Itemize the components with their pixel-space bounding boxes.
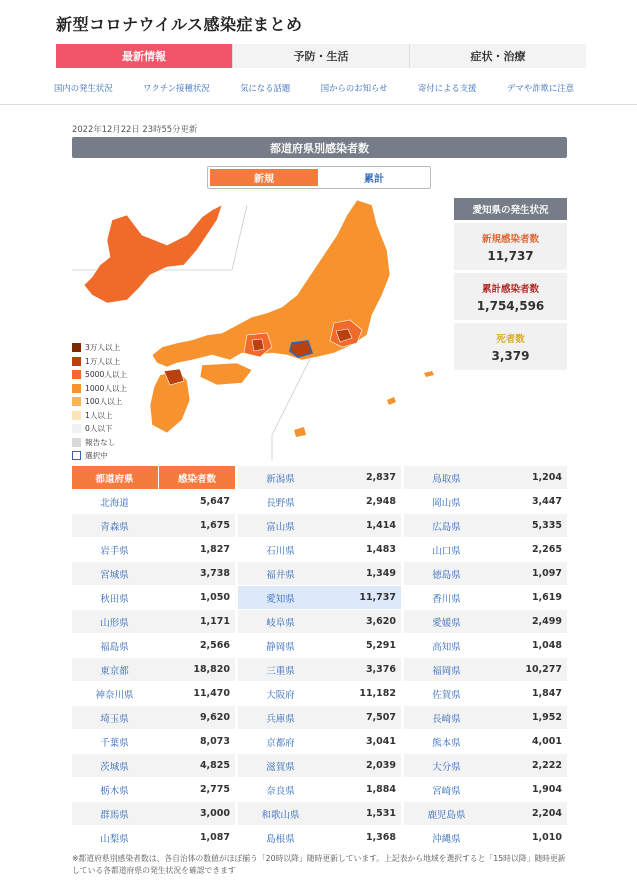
table-row[interactable] (404, 682, 567, 706)
legend-item: 選択中 (72, 449, 127, 463)
table-row[interactable] (72, 490, 235, 514)
table-row[interactable] (72, 538, 235, 562)
table-row[interactable] (238, 730, 401, 754)
table-row[interactable] (404, 514, 567, 538)
table-row[interactable] (238, 466, 401, 490)
case-count: 7,507 (365, 712, 396, 723)
legend-swatch (72, 397, 81, 406)
prefecture-name[interactable]: 宮崎県 (432, 785, 461, 797)
legend-item: 1人以上 (72, 409, 127, 423)
case-count: 1,010 (531, 832, 562, 843)
case-count: 2,499 (531, 616, 562, 627)
map-legend (72, 341, 127, 463)
table-row[interactable] (72, 514, 235, 538)
table-row[interactable] (404, 538, 567, 562)
table-row[interactable] (404, 778, 567, 802)
toggle-total-button[interactable]: 累計 (364, 174, 384, 185)
prefecture-name[interactable]: 愛知県 (266, 593, 295, 605)
legend-swatch (72, 384, 81, 393)
table-row[interactable] (404, 706, 567, 730)
prefecture-name[interactable]: 福岡県 (432, 665, 461, 677)
table-row[interactable] (72, 730, 235, 754)
table-row[interactable] (238, 514, 401, 538)
prefecture-name[interactable]: 神奈川県 (95, 689, 134, 701)
map-shikoku[interactable] (200, 363, 252, 385)
tab-latest[interactable]: 最新情報 (56, 44, 233, 68)
sub-navigation (54, 82, 574, 94)
case-count: 10,277 (525, 664, 562, 675)
case-count: 1,368 (365, 832, 396, 843)
table-header-row (72, 466, 235, 490)
count-mode-toggle (207, 166, 431, 189)
prefecture-name[interactable]: 千葉県 (100, 737, 129, 749)
table-column-2 (238, 466, 401, 850)
case-count: 1,531 (365, 808, 396, 819)
case-count: 1,087 (199, 832, 230, 843)
prefecture-name[interactable]: 秋田県 (100, 593, 129, 605)
prefecture-name[interactable]: 滋賀県 (266, 761, 295, 773)
case-count: 1,097 (531, 568, 562, 579)
table-row[interactable] (72, 754, 235, 778)
case-count: 1,619 (531, 592, 562, 603)
prefecture-name[interactable]: 島根県 (266, 833, 295, 845)
subnav-domestic[interactable]: 国内の発生状況 (54, 83, 113, 93)
prefecture-name[interactable]: 岐阜県 (266, 617, 295, 629)
prefecture-name[interactable]: 山梨県 (100, 833, 129, 845)
page-title: 新型コロナウイルス感染症まとめ (56, 15, 303, 34)
prefecture-name[interactable]: 埼玉県 (100, 713, 129, 725)
prefecture-name[interactable]: 岡山県 (432, 497, 461, 509)
table-row[interactable] (72, 634, 235, 658)
case-count: 2,204 (531, 808, 562, 819)
case-count: 1,884 (365, 784, 396, 795)
prefecture-status-panel (454, 198, 567, 370)
table-row[interactable] (238, 490, 401, 514)
legend-item: 0人以下 (72, 422, 127, 436)
table-row[interactable] (238, 610, 401, 634)
case-count: 3,447 (531, 496, 562, 507)
prefecture-name[interactable]: 東京都 (100, 665, 129, 677)
subnav-vaccine[interactable]: ワクチン接種状況 (143, 83, 210, 93)
legend-swatch (72, 370, 81, 379)
table-row[interactable] (404, 730, 567, 754)
case-count: 5,291 (365, 640, 396, 651)
legend-item: 報告なし (72, 436, 127, 450)
tab-prevention[interactable]: 予防・生活 (233, 44, 410, 68)
prefecture-name[interactable]: 長野県 (266, 497, 295, 509)
map-okinawa-island[interactable] (424, 371, 434, 377)
case-count: 5,647 (199, 496, 230, 507)
table-row[interactable] (404, 802, 567, 826)
case-count: 2,566 (199, 640, 230, 651)
table-row[interactable] (404, 466, 567, 490)
legend-swatch-selected (72, 451, 81, 460)
subnav-donation[interactable]: 寄付による支援 (417, 83, 477, 93)
table-row[interactable] (404, 826, 567, 850)
footnote: ※都道府県別感染者数は、各自治体の数値がほぼ揃う「20時以降」随時更新しています。上記表から地域を選択すると「15時以降」随時更新している各都道府県の発生状況を確認できます (72, 854, 566, 875)
table-row[interactable] (238, 682, 401, 706)
prefecture-name[interactable]: 大分県 (432, 761, 461, 773)
table-row[interactable] (404, 490, 567, 514)
table-row[interactable] (404, 562, 567, 586)
prefecture-name[interactable]: 北海道 (100, 497, 129, 509)
table-row[interactable] (404, 754, 567, 778)
map-osaka[interactable] (252, 339, 264, 351)
tab-symptoms[interactable]: 症状・治療 (410, 44, 586, 68)
prefecture-name[interactable]: 山口県 (432, 545, 461, 557)
case-count: 2,837 (365, 472, 396, 483)
subnav-fraud[interactable]: デマや詐欺に注意 (506, 83, 574, 93)
case-count: 2,948 (365, 496, 396, 507)
prefecture-name[interactable]: 石川県 (266, 545, 295, 557)
prefecture-name[interactable]: 茨城県 (100, 761, 129, 773)
prefecture-name[interactable]: 京都府 (266, 737, 295, 749)
case-count: 1,171 (199, 616, 230, 627)
new-cases-value: 11,737 (487, 248, 534, 263)
table-row[interactable] (238, 802, 401, 826)
prefecture-name[interactable]: 広島県 (432, 521, 461, 533)
case-count: 1,349 (365, 568, 396, 579)
prefecture-name[interactable]: 岩手県 (100, 545, 129, 557)
prefecture-name[interactable]: 群馬県 (100, 809, 129, 821)
case-count: 8,073 (199, 736, 230, 747)
new-cases-label: 新規感染者数 (481, 233, 539, 245)
header-divider (0, 104, 637, 105)
table-row[interactable] (72, 706, 235, 730)
table-row[interactable] (404, 610, 567, 634)
case-count: 1,048 (531, 640, 562, 651)
prefecture-name[interactable]: 鹿児島県 (427, 809, 466, 821)
header-count: 感染者数 (158, 466, 235, 489)
table-row[interactable] (238, 658, 401, 682)
case-count: 3,620 (365, 616, 396, 627)
case-count: 1,050 (199, 592, 230, 603)
table-row[interactable] (72, 826, 235, 850)
legend-item: 1000人以上 (72, 382, 127, 396)
total-cases-value: 1,754,596 (476, 298, 545, 313)
table-row[interactable] (404, 658, 567, 682)
case-count: 11,470 (193, 688, 230, 699)
prefecture-name[interactable]: 奈良県 (266, 785, 295, 797)
case-count: 1,847 (531, 688, 562, 699)
case-count: 18,820 (193, 664, 230, 675)
prefecture-name[interactable]: 新潟県 (266, 473, 295, 485)
map-inset-frame-line (272, 355, 312, 435)
legend-swatch (72, 424, 81, 433)
prefecture-name[interactable]: 和歌山県 (261, 809, 300, 821)
table-row[interactable] (72, 682, 235, 706)
case-count: 1,827 (199, 544, 230, 555)
updated-timestamp: 2022年12月22日 23時55分更新 (72, 124, 198, 134)
table-row[interactable] (72, 658, 235, 682)
total-cases-box (454, 273, 567, 320)
prefecture-name[interactable]: 大阪府 (266, 689, 295, 701)
prefecture-name[interactable]: 鳥取県 (432, 473, 461, 485)
legend-item: 3万人以上 (72, 341, 127, 355)
case-count: 11,182 (359, 688, 396, 699)
table-row[interactable] (404, 634, 567, 658)
legend-swatch (72, 411, 81, 420)
prefecture-name[interactable]: 福井県 (266, 569, 295, 581)
legend-swatch (72, 357, 81, 366)
prefecture-name[interactable]: 高知県 (432, 641, 461, 653)
subnav-topics[interactable]: 気になる話題 (240, 83, 291, 93)
map-hokkaido[interactable] (84, 205, 222, 303)
toggle-new-button[interactable]: 新規 (210, 169, 318, 186)
table-column-3 (404, 466, 567, 850)
prefecture-name[interactable]: 佐賀県 (432, 689, 461, 701)
prefecture-name[interactable]: 徳島県 (432, 569, 461, 581)
header-prefecture: 都道府県 (95, 473, 134, 485)
table-row[interactable] (238, 754, 401, 778)
main-tabs (56, 44, 586, 68)
deaths-label: 死者数 (496, 333, 525, 345)
case-count: 1,414 (365, 520, 396, 531)
case-count: 3,376 (365, 664, 396, 675)
table-row[interactable] (72, 802, 235, 826)
case-count: 1,675 (199, 520, 230, 531)
prefecture-name[interactable]: 香川県 (432, 593, 461, 605)
prefecture-name[interactable]: 愛媛県 (432, 617, 461, 629)
case-count: 2,222 (531, 760, 562, 771)
table-row[interactable] (238, 562, 401, 586)
table-row[interactable] (238, 826, 401, 850)
table-row[interactable] (238, 706, 401, 730)
prefecture-name[interactable]: 静岡県 (266, 641, 295, 653)
map-islands-small[interactable] (294, 427, 306, 437)
prefecture-name[interactable]: 長崎県 (432, 713, 461, 725)
map-okinawa[interactable] (387, 397, 396, 405)
table-row[interactable] (238, 634, 401, 658)
case-count: 3,041 (365, 736, 396, 747)
case-count: 4,001 (531, 736, 562, 747)
table-row[interactable] (72, 778, 235, 802)
legend-swatch (72, 438, 81, 447)
case-count: 1,952 (531, 712, 562, 723)
table-row[interactable] (72, 586, 235, 610)
case-count: 1,204 (531, 472, 562, 483)
case-count: 1,904 (531, 784, 562, 795)
legend-item: 5000人以上 (72, 368, 127, 382)
deaths-value: 3,379 (491, 348, 530, 363)
prefecture-name[interactable]: 福島県 (100, 641, 129, 653)
panel-title: 愛知県の発生状況 (454, 198, 567, 220)
prefecture-name[interactable]: 山形県 (100, 617, 129, 629)
subnav-notices[interactable]: 国からのお知らせ (320, 83, 388, 93)
prefecture-name[interactable]: 熊本県 (432, 737, 461, 749)
table-row[interactable] (72, 562, 235, 586)
japan-map (72, 195, 447, 460)
legend-swatch (72, 343, 81, 352)
prefecture-name[interactable]: 富山県 (266, 521, 295, 533)
table-row[interactable] (238, 586, 401, 610)
case-count: 2,775 (199, 784, 230, 795)
prefecture-name[interactable]: 沖縄県 (432, 833, 461, 845)
prefecture-name[interactable]: 三重県 (266, 665, 295, 677)
case-count: 2,265 (531, 544, 562, 555)
deaths-box (454, 323, 567, 370)
table-column-1 (72, 466, 235, 850)
table-row[interactable] (238, 538, 401, 562)
new-cases-box (454, 223, 567, 270)
prefecture-name[interactable]: 宮城県 (100, 569, 129, 581)
prefecture-name[interactable]: 兵庫県 (266, 713, 295, 725)
section-title: 都道府県別感染者数 (72, 137, 567, 158)
case-count: 5,335 (531, 520, 562, 531)
prefecture-name[interactable]: 栃木県 (100, 785, 129, 797)
case-count: 11,737 (359, 592, 396, 603)
table-row[interactable] (72, 610, 235, 634)
table-row[interactable] (238, 778, 401, 802)
case-count: 3,738 (199, 568, 230, 579)
legend-item: 1万人以上 (72, 355, 127, 369)
case-count: 1,483 (365, 544, 396, 555)
total-cases-label: 累計感染者数 (481, 283, 539, 295)
case-count: 2,039 (365, 760, 396, 771)
case-count: 9,620 (199, 712, 230, 723)
table-row[interactable] (404, 586, 567, 610)
case-count: 4,825 (199, 760, 230, 771)
prefecture-name[interactable]: 青森県 (100, 521, 129, 533)
case-count: 3,000 (199, 808, 230, 819)
legend-item: 100人以上 (72, 395, 127, 409)
